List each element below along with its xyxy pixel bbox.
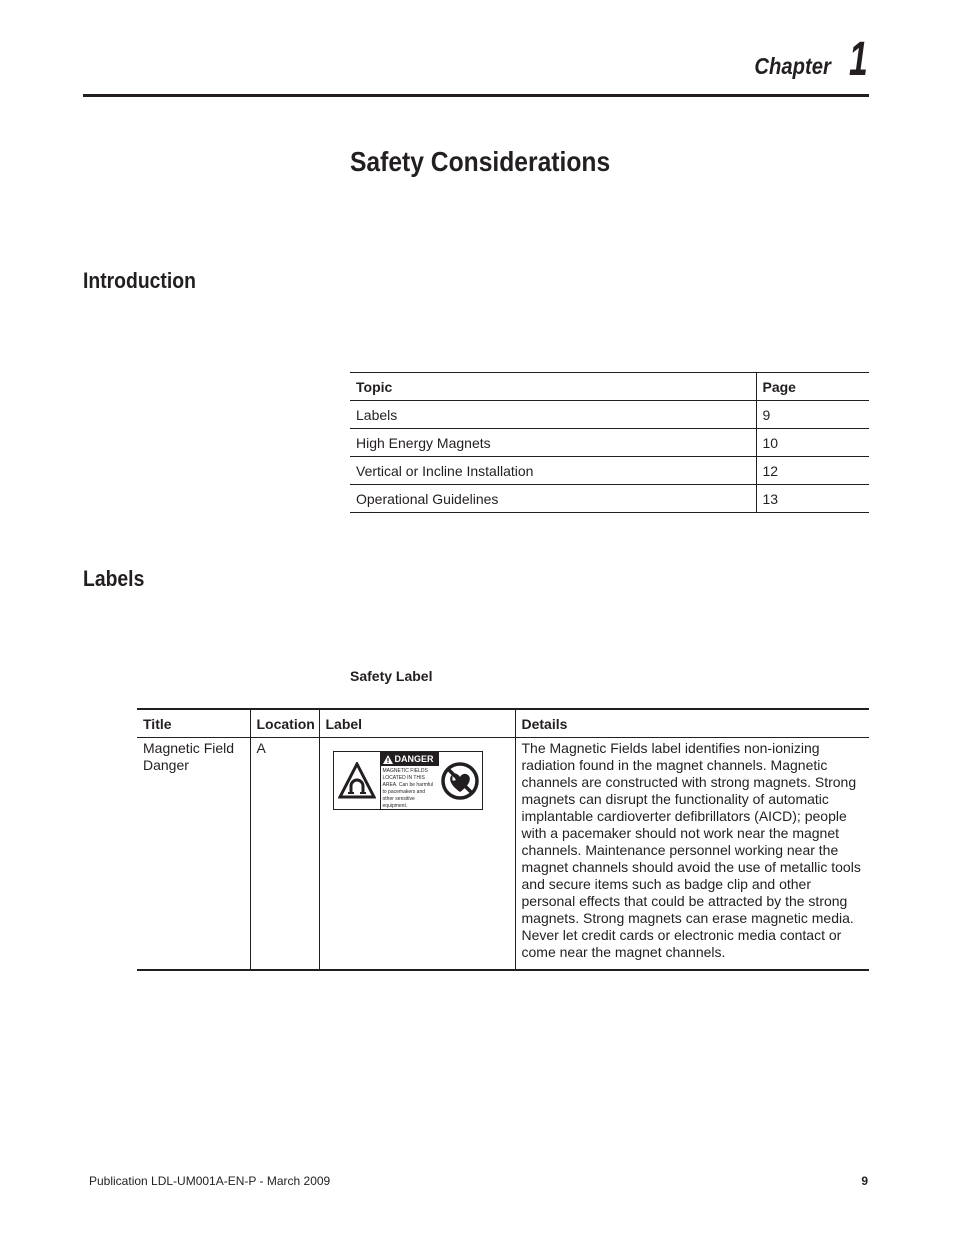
magnet-warning-icon xyxy=(334,752,381,809)
page-cell: 13 xyxy=(756,485,869,513)
page-cell: 12 xyxy=(756,457,869,485)
table-caption: Safety Label xyxy=(350,668,433,684)
table-header-row xyxy=(350,373,869,401)
label-text-panel xyxy=(381,752,439,809)
labels-heading: Labels xyxy=(83,566,145,591)
footer-page-number: 9 xyxy=(861,1174,868,1188)
label-column-header: Label xyxy=(319,709,515,738)
danger-word: DANGER xyxy=(394,753,434,764)
topic-cell: Operational Guidelines xyxy=(350,485,756,513)
table-row xyxy=(350,429,869,457)
table-row xyxy=(350,457,869,485)
details-column-header: Details xyxy=(515,709,869,738)
page-title: Safety Considerations xyxy=(350,146,611,177)
topic-cell: Vertical or Incline Installation xyxy=(350,457,756,485)
chapter-number: 1 xyxy=(849,33,868,86)
topic-table xyxy=(350,372,869,513)
chapter-rule xyxy=(83,94,869,97)
label-cell xyxy=(319,738,515,971)
table-row xyxy=(350,401,869,429)
label-warning-text: MAGNETIC FIELDS LOCATED IN THIS AREA. Can be harmful to pacemakers and other sensitive equipment. xyxy=(382,768,434,809)
chapter-label: Chapter xyxy=(754,53,832,79)
chapter-header xyxy=(744,34,868,84)
table-row xyxy=(350,485,869,513)
details-cell: The Magnetic Fields label identifies non-ionizing radiation found in the magnet channels. Magnetic channels are constructed with strong magnets. Strong magnets can disrupt the functionality of automatic implantable cardioverter defibrillators (AICD); people with a pacemaker should not work near the magnet channels. Maintenance personnel working near the magnet channels should avoid the use of metallic tools and secure items such as badge clip and other personal effects that could be attracted by the strong magnets. Strong magnets can erase magnetic media. Never let credit cards or electronic media contact or come near the magnet channels. xyxy=(515,738,869,971)
topic-cell: High Energy Magnets xyxy=(350,429,756,457)
table-header-row xyxy=(137,709,869,738)
page-cell: 10 xyxy=(756,429,869,457)
location-cell: A xyxy=(250,738,319,971)
danger-banner xyxy=(381,752,439,766)
safety-label-table xyxy=(137,708,869,971)
location-column-header: Location xyxy=(250,709,319,738)
alert-triangle-icon xyxy=(383,755,393,764)
page-column-header: Page xyxy=(756,373,869,401)
page-cell: 9 xyxy=(756,401,869,429)
topic-cell: Labels xyxy=(350,401,756,429)
introduction-heading: Introduction xyxy=(83,268,196,293)
table-row xyxy=(137,738,869,971)
title-column-header: Title xyxy=(137,709,250,738)
title-cell: Magnetic Field Danger xyxy=(137,738,250,971)
footer-publication: Publication LDL-UM001A-EN-P - March 2009 xyxy=(89,1174,331,1188)
magnetic-field-danger-label xyxy=(333,751,483,810)
no-pacemaker-icon xyxy=(439,752,482,809)
topic-column-header: Topic xyxy=(350,373,756,401)
